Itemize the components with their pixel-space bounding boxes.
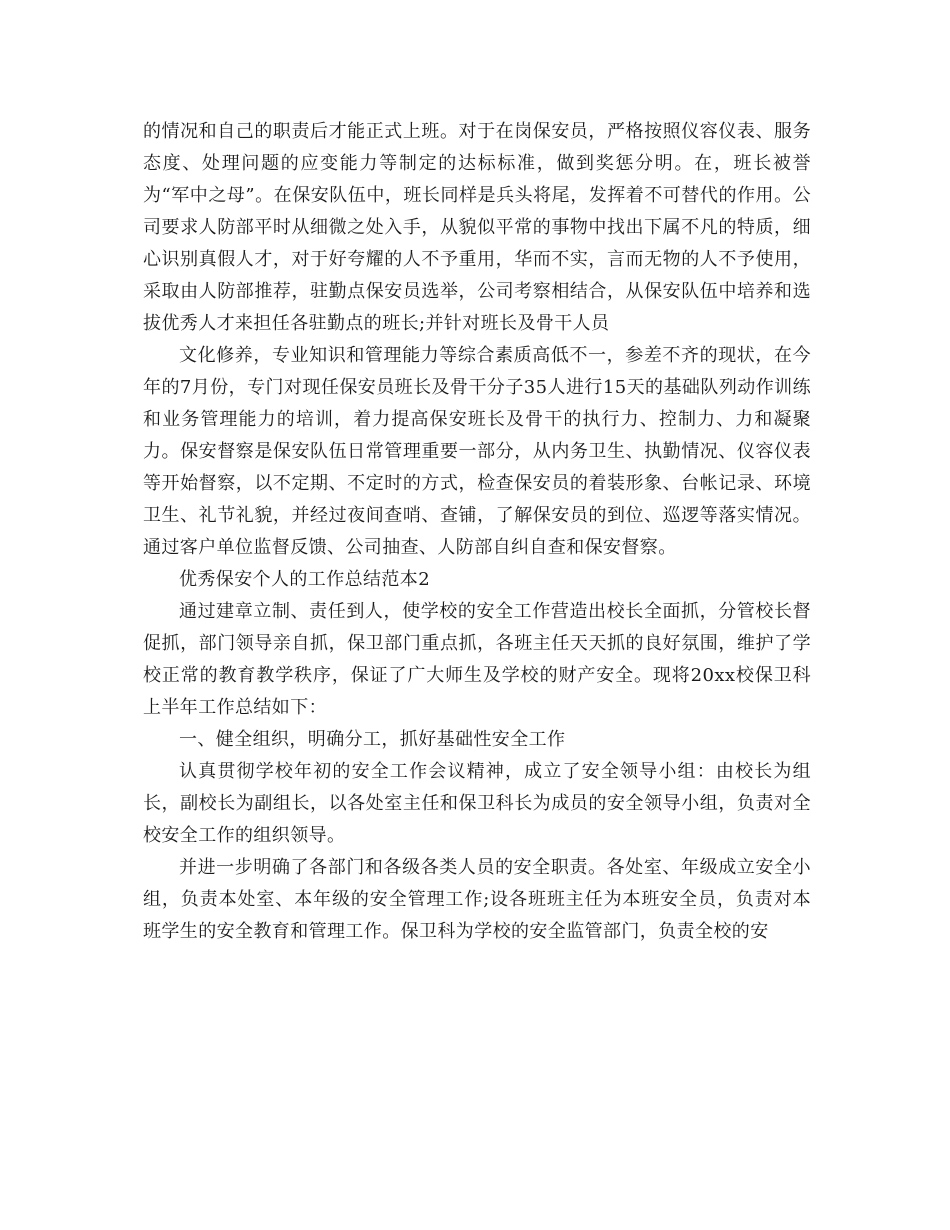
body-paragraph: 的情况和自己的职责后才能正式上班。对于在岗保安员，严格按照仪容仪表、服务态度、处理问题的应变能力等制定的达标标准，做到奖惩分明。在，班长被誉为“军中之母”。在保安队伍中，班长同样是兵头将尾，发挥着不可替代的作用。公司要求人防部平时从细微之处入手，从貌似平常的事物中找出下属不凡的特质，细心识别真假人才，对于好夸耀的人不予重用，华而不实，言而无物的人不予使用，采取由人防部推荐，驻勤点保安员选举，公司考察相结合，从保安队伍中培养和选拔优秀人才来担任各驻勤点的班长;并针对班长及骨干人员 — [143, 121, 811, 334]
body-paragraph: 并进一步明确了各部门和各级各类人员的安全职责。各处室、年级成立安全小组，负责本处室、本年级的安全管理工作;设各班班主任为本班安全员，负责对本班学生的安全教育和管理工作。保卫科为学校的安全监管部门，负责全校的安 — [143, 857, 811, 942]
document-page — [143, 116, 811, 948]
body-paragraph: 文化修养，专业知识和管理能力等综合素质高低不一，参差不齐的现状，在今年的7月份，专门对现任保安员班长及骨干分子35人进行15天的基础队列动作训练和业务管理能力的培训，着力提高保安班长及骨干的执行力、控制力、力和凝聚力。保安督察是保安队伍日常管理重要一部分，从内务卫生、执勤情况、仪容仪表等开始督察，以不定期、不定时的方式，检查保安员的着装形象、台帐记录、环境卫生、礼节礼貌，并经过夜间查哨、查铺，了解保安员的到位、巡逻等落实情况。通过客户单位监督反馈、公司抽查、人防部自纠自查和保安督察。 — [143, 345, 811, 558]
section-heading: 一、健全组织，明确分工，抓好基础性安全工作 — [179, 729, 566, 750]
section-title: 优秀保安个人的工作总结范本2 — [179, 569, 431, 590]
body-paragraph: 认真贯彻学校年初的安全工作会议精神，成立了安全领导小组：由校长为组长，副校长为副组长，以各处室主任和保卫科长为成员的安全领导小组，负责对全校安全工作的组织领导。 — [143, 761, 811, 846]
body-paragraph: 通过建章立制、责任到人，使学校的安全工作营造出校长全面抓，分管校长督促抓，部门领导亲自抓，保卫部门重点抓，各班主任天天抓的良好氛围，维护了学校正常的教育教学秩序，保证了广大师生及学校的财产安全。现将20xx校保卫科上半年工作总结如下： — [143, 601, 811, 718]
